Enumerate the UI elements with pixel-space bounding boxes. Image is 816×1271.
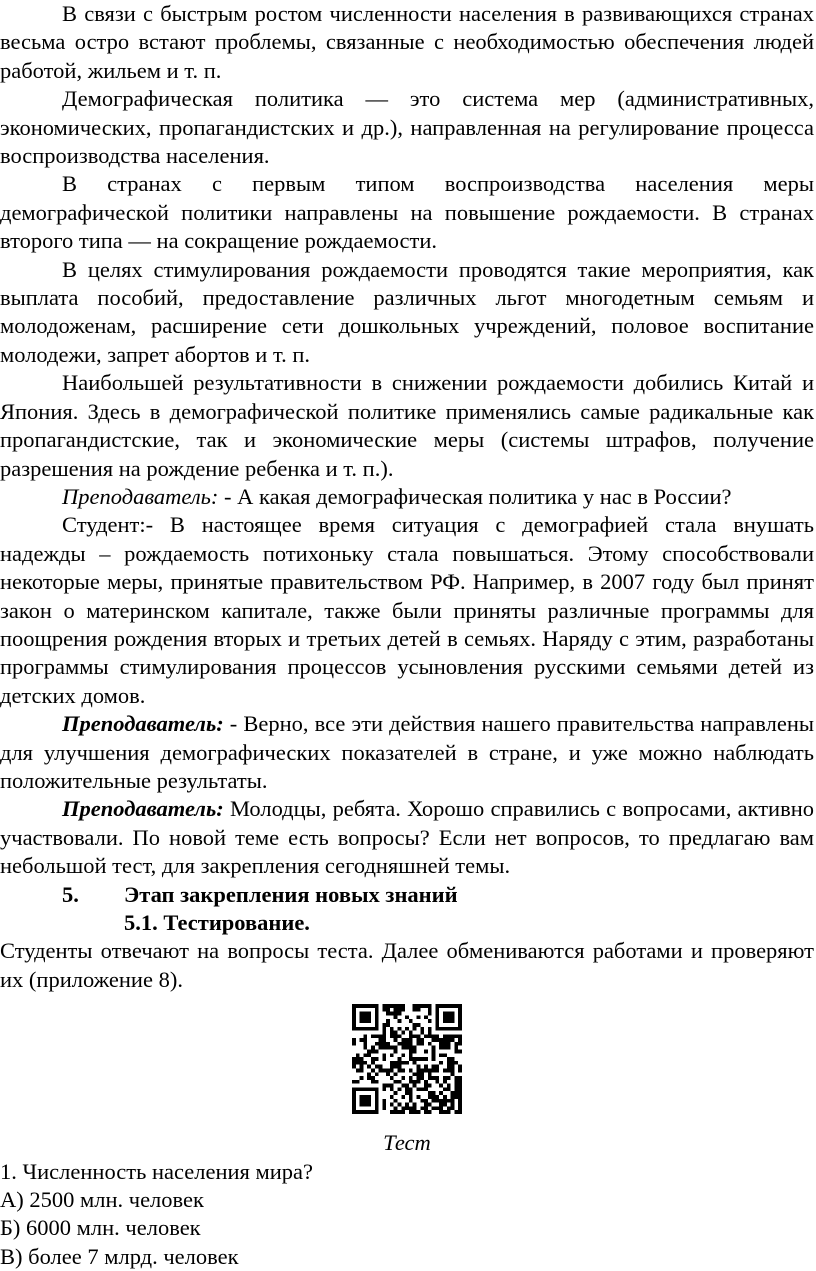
dialogue-text: - Верно, все эти действия нашего правительства направлены для улучшения демографических показателей в стране, и уже можно наблюдать положительные результаты. [0,711,814,793]
test-question: 1. Численность населения мира? [0,1158,314,1184]
paragraph-demographic-policy-definition: Демографическая политика — это система мер (административных, экономических, пропагандистских и др.), направленная на регулирование процесса воспроизводства населения. [0,86,814,169]
section-title: Этап закрепления новых знаний [124,881,458,907]
section-number: 5. [62,881,79,907]
qr-code-icon [352,1004,462,1114]
dialogue-teacher-question [0,483,814,511]
dialogue-student-answer: Студент:- В настоящее время ситуация с демографией стала внушать надежды – рождаемость потихоньку стала повышаться. Этому способствовали некоторые меры, принятые правительством РФ. Например, в 2007 году был принят закон о материнском капитале, также были приняты различные программы для поощрения рождения вторых и третьих детей в семьях. Наряду с этим, разработаны программы стимулирования процессов усыновления русскими семьями детей из детских домов. [0,512,814,708]
answer-option: А) 2500 млн. человек [0,1187,204,1213]
paragraph-stimulation-measures: В целях стимулирования рождаемости проводятся такие мероприятия, как выплата пособий, предоставление различных льгот многодетным семьям и молодоженам, расширение сети дошкольных учреждений, половое воспитание молодежи, запрет абортов и т. п. [0,256,814,367]
test-title: Тест [383,1130,431,1156]
paragraph-china-japan: Наибольшей результативности в снижении рождаемости добились Китай и Япония. Здесь в демографической политике применялись самые радикальные как пропагандистские, так и экономические меры (системы штрафов, получение разрешения на рождение ребенка и т. п.). [0,370,814,481]
answer-option: В) более 7 млрд. человек [0,1243,239,1269]
paragraph-reproduction-types: В странах с первым типом воспроизводства населения меры демографической политики направлены на повышение рождаемости. В странах второго типа — на сокращение рождаемости. [0,171,814,254]
dialogue-text: Молодцы, ребята. Хорошо справились с вопросами, активно участвовали. По новой теме есть вопросы? Если нет вопросов, то предлагаю вам небольшой тест, для закрепления сегодняшней темы. [0,796,814,879]
dialogue-teacher-response [0,710,814,795]
answer-option: Б) 6000 млн. человек [0,1215,201,1241]
subsection-heading: 5.1. Тестирование. [124,910,310,935]
section-heading [0,881,814,909]
speaker-label: Преподаватель: [62,711,224,737]
dialogue-text: - А какая демографическая политика у нас в России? [218,483,732,509]
speaker-label: Преподаватель: [62,483,219,509]
speaker-label: Преподаватель: [62,796,224,822]
qr-code-container [0,1004,814,1114]
paragraph-population-growth: В связи с быстрым ростом численности населения в развивающихся странах весьма остро встают проблемы, связанные с необходимостью обеспечения людей работой, жильем и т. п. [0,1,814,83]
test-instructions: Студенты отвечают на вопросы теста. Далее обмениваются работами и проверяют их (приложение 8). [0,938,814,992]
dialogue-teacher-conclusion [0,795,814,880]
